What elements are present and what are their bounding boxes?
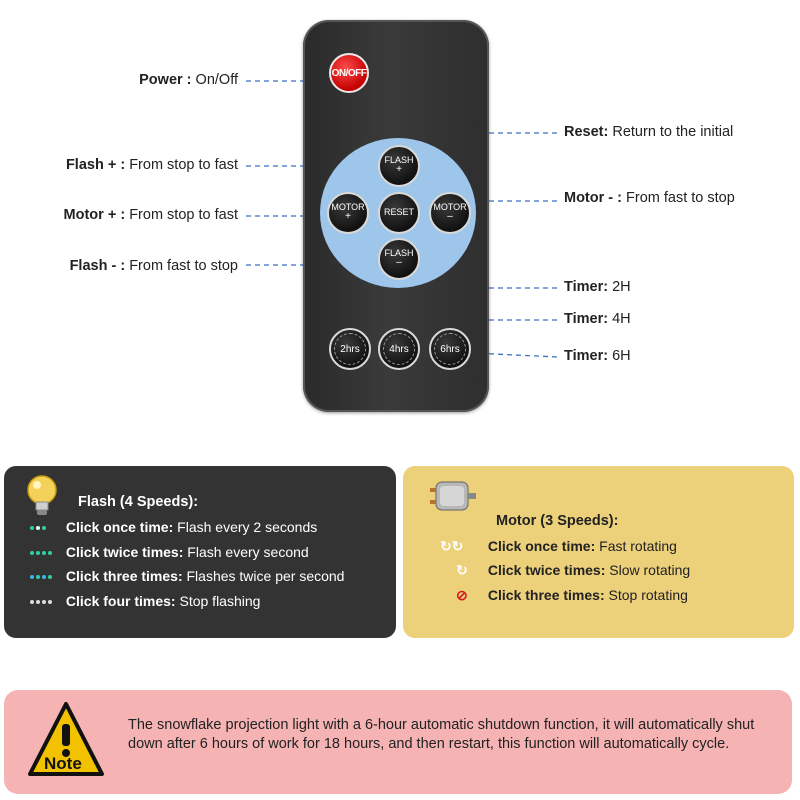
power-button[interactable]: ON/OFF — [329, 53, 369, 93]
row-desc: Slow rotating — [605, 562, 691, 578]
flash-title-text: Flash (4 Speeds): — [78, 494, 199, 510]
callout-flash-plus — [66, 157, 238, 173]
flash-minus-button[interactable] — [378, 238, 420, 280]
motor-plus-button[interactable] — [327, 192, 369, 234]
callout-desc: 4H — [608, 311, 631, 327]
row-desc: Stop flashing — [175, 593, 261, 609]
callout-key: Timer: — [564, 311, 609, 327]
timer-6h-button[interactable]: 6hrs — [429, 328, 471, 370]
motor-plus-label: MOTOR — [331, 202, 365, 213]
callout-key: Timer: — [564, 348, 609, 364]
callout-key: Flash - : — [69, 258, 126, 274]
motor-row-1 — [440, 538, 677, 555]
flash-plus-button[interactable] — [378, 145, 420, 187]
callout-desc: Return to the initial — [608, 124, 734, 140]
row-desc: Stop rotating — [604, 587, 688, 603]
callout-desc: On/Off — [191, 72, 238, 88]
row-key: Click twice times: — [65, 544, 184, 560]
dots-icon — [30, 544, 62, 560]
callout-key: Timer: — [564, 279, 609, 295]
dots-icon — [30, 568, 62, 584]
stop-icon: ⊘ — [456, 587, 468, 603]
flash-row-3 — [30, 568, 344, 584]
flash-panel-title — [78, 494, 198, 510]
callout-desc: 2H — [608, 279, 631, 295]
callout-key: Power : — [139, 72, 192, 88]
plus-icon: + — [345, 211, 351, 223]
callout-desc: From fast to stop — [621, 190, 735, 206]
row-key: Click three times: — [487, 587, 605, 603]
motor-minus-label: MOTOR — [433, 202, 467, 213]
motor-icon — [428, 474, 478, 518]
minus-icon: – — [447, 211, 453, 223]
flash-row-2 — [30, 544, 309, 560]
row-desc: Flash every second — [183, 544, 309, 560]
callout-timer-2h — [564, 279, 631, 295]
note-text: The snowflake projection light with a 6-hour automatic shutdown function, it will automatically shut down after 6 hours of work for 18 hours, and then restart, this function will automatically cycle. — [128, 717, 755, 752]
reset-label: RESET — [383, 207, 414, 218]
callout-key: Motor - : — [564, 190, 622, 206]
motor-panel-title — [496, 513, 618, 529]
callout-motor-plus — [64, 207, 238, 223]
row-desc: Flashes twice per second — [182, 568, 345, 584]
callout-motor-minus — [564, 190, 735, 206]
callout-desc: From stop to fast — [125, 157, 238, 173]
timer-2h-button[interactable]: 2hrs — [329, 328, 371, 370]
dots-icon — [30, 593, 62, 609]
dots-icon — [30, 519, 62, 535]
flash-plus-label: FLASH — [384, 155, 414, 166]
callout-key: Flash + : — [65, 157, 126, 173]
motor-minus-button[interactable] — [429, 192, 471, 234]
minus-icon: – — [396, 257, 402, 269]
callout-key: Motor + : — [63, 207, 126, 223]
note-badge: Note — [44, 754, 82, 773]
reset-button[interactable] — [378, 192, 420, 234]
callout-flash-minus — [70, 258, 238, 274]
callout-reset — [564, 124, 733, 140]
callout-power — [139, 72, 238, 88]
row-desc: Flash every 2 seconds — [173, 519, 318, 535]
row-key: Click twice times: — [487, 562, 606, 578]
light-bulb-icon — [20, 472, 64, 520]
motor-title-text: Motor (3 Speeds): — [496, 513, 619, 529]
callout-key: Reset: — [564, 124, 609, 140]
row-key: Click four times: — [65, 593, 176, 609]
callout-desc: From fast to stop — [125, 258, 238, 274]
rotate-icon: ↻ — [456, 562, 468, 578]
motor-row-3 — [456, 587, 688, 604]
motor-row-2 — [456, 562, 690, 579]
plus-icon: + — [396, 164, 402, 176]
row-key: Click three times: — [65, 568, 183, 584]
flash-minus-label: FLASH — [384, 248, 414, 259]
callout-timer-4h — [564, 311, 631, 327]
double-rotate-icon: ↻↻ — [440, 538, 464, 554]
flash-row-1 — [30, 519, 317, 535]
row-desc: Fast rotating — [595, 538, 677, 554]
callout-desc: 6H — [608, 348, 631, 364]
row-key: Click once time: — [487, 538, 596, 554]
timer-4h-button[interactable]: 4hrs — [378, 328, 420, 370]
flash-row-4 — [30, 593, 260, 609]
callout-timer-6h — [564, 348, 631, 364]
callout-desc: From stop to fast — [125, 207, 238, 223]
row-key: Click once time: — [65, 519, 174, 535]
